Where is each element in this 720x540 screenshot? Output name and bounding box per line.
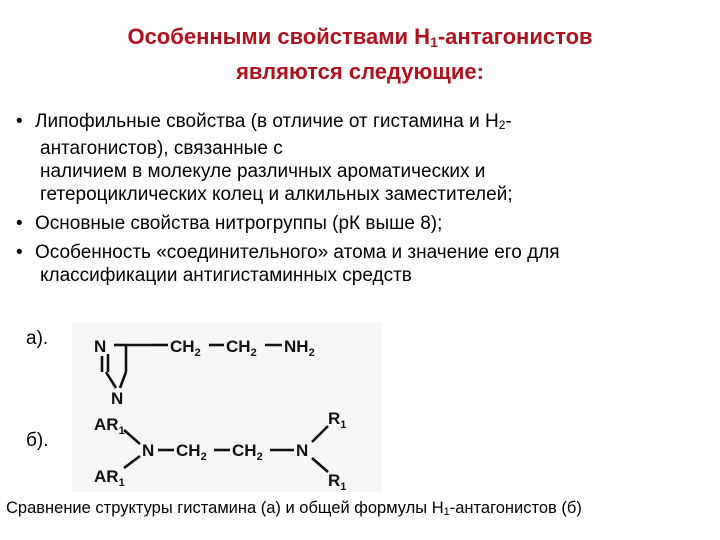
- ring-bond: [106, 372, 116, 388]
- bullet-item-lipophilic: [16, 110, 706, 206]
- bullet-subscript: 2: [498, 118, 506, 132]
- bullet-text-line: гетероциклических колец и алкильных заместителей;: [40, 184, 513, 205]
- bullet-mark: •: [16, 242, 23, 263]
- group-ch2-1: $CH_2$: [176, 441, 207, 463]
- bullet-text: Основные свойства нитрогруппы (рК выше 8);: [35, 213, 443, 234]
- ring-bond: [120, 372, 126, 388]
- bullet-item-connecting-atom: [16, 241, 706, 287]
- group-ch2-1: $CH_2$: [170, 337, 201, 359]
- bullet-text: Липофильные свойства (в отличие от гистамина и Н: [35, 111, 499, 132]
- structural-formulas: [72, 322, 382, 492]
- formula-label-a: а).: [26, 328, 49, 349]
- caption-text-suffix: -антагонистов (б): [449, 499, 582, 517]
- title-line-1: [40, 22, 680, 57]
- title-text-suffix: -антагонистов: [437, 24, 593, 49]
- bullet-mark: •: [16, 213, 23, 234]
- title-text: Особенными свойствами Н: [127, 24, 431, 49]
- group-nh2: $NH_2$: [284, 337, 315, 359]
- bullet-list: [16, 110, 706, 293]
- title-subscript: 1: [430, 34, 438, 50]
- title-line-2: являются следующие:: [236, 59, 484, 84]
- atom-n-left: N: [142, 441, 155, 460]
- group-r1-top: $R_1$: [328, 409, 347, 431]
- bond: [312, 458, 328, 472]
- group-r1-bottom: $R_1$: [328, 471, 347, 492]
- bullet-item-basic: [16, 212, 706, 235]
- bullet-text-line: классификации антигистаминных средств: [40, 265, 412, 286]
- group-ar1-top: $AR_1$: [94, 415, 125, 437]
- formula-drawing: [72, 322, 382, 492]
- bullet-text: Особенность «соединительного» атома и значение его для: [35, 242, 560, 263]
- bond: [124, 430, 140, 444]
- bullet-text-line: антагонистов), связанные с: [40, 138, 283, 159]
- atom-n-right: N: [296, 441, 309, 460]
- group-ch2-2: $CH_2$: [232, 441, 263, 463]
- atom-n-bottom: N: [111, 389, 124, 408]
- group-ar1-bottom: $AR_1$: [94, 467, 125, 489]
- bullet-mark: •: [16, 111, 23, 132]
- bullet-text: -: [505, 111, 512, 132]
- slide-title: [40, 22, 680, 87]
- formula-label-b: б).: [26, 430, 49, 451]
- figure-caption: [6, 498, 718, 522]
- bond: [312, 426, 328, 442]
- bond: [124, 456, 140, 468]
- atom-n-ring: N: [94, 337, 107, 356]
- caption-text: Сравнение структуры гистамина (а) и общей формулы Н: [6, 499, 444, 517]
- group-ch2-2: $CH_2$: [226, 337, 257, 359]
- caption-subscript: 1: [443, 506, 450, 518]
- bullet-text-line: наличием в молекуле различных ароматических и: [40, 161, 486, 182]
